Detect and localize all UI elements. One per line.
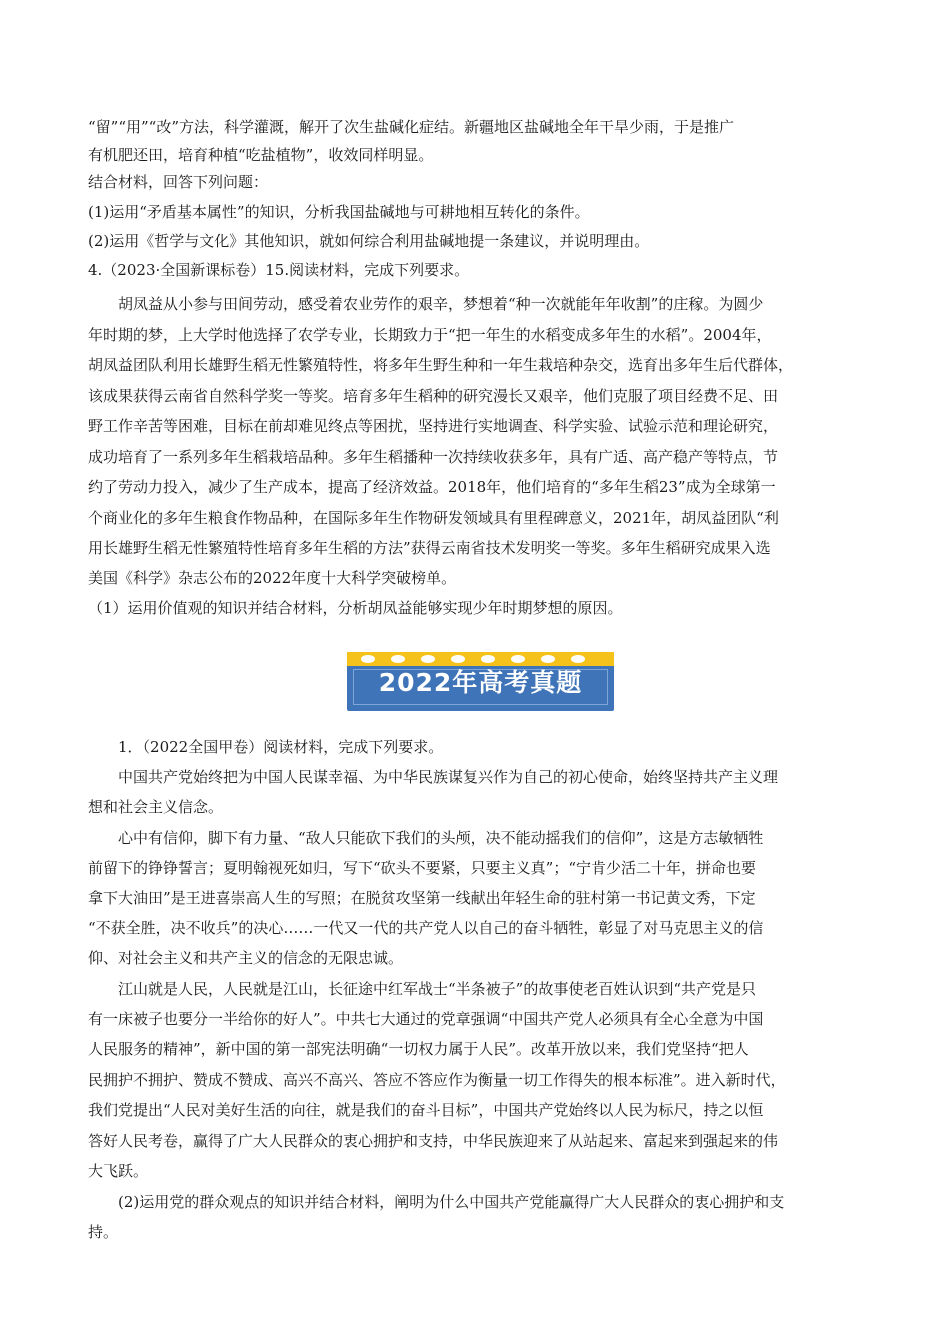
text-line: 中国共产党始终把为中国人民谋幸福、为中华民族谋复兴作为自己的初心使命，始终坚持共产主义理 (118, 768, 779, 786)
text-line: 仰、对社会主义和共产主义的信念的无限忠诚。 (88, 949, 404, 967)
text-line: 该成果获得云南省自然科学奖一等奖。培育多年生稻种的研究漫长又艰辛，他们克服了项目经费不足、田 (88, 387, 779, 405)
question-line: (2)运用党的群众观点的知识并结合材料，阐明为什么中国共产党能赢得广大人民群众的衷心拥护和支 (118, 1193, 785, 1211)
text-line: 美国《科学》杂志公布的2022年度十大科学突破榜单。 (88, 569, 457, 587)
text-line: 答好人民考卷，赢得了广大人民群众的衷心拥护和支持，中华民族迎来了从站起来、富起来到强起来的伟 (88, 1132, 779, 1150)
text-line: 想和社会主义信念。 (88, 798, 224, 816)
text-line: 我们党提出“人民对美好生活的向往，就是我们的奋斗目标”，中国共产党始终以人民为标尺，持之以恒 (88, 1101, 764, 1119)
text-line: 野工作辛苦等困难，目标在前却难见终点等困扰，坚持进行实地调查、科学实验、试验示范和理论研究， (88, 417, 779, 435)
text-line: “不获全胜，决不收兵”的决心……一代又一代的共产党人以自己的奋斗牺牲，彰显了对马克思主义的信 (88, 919, 764, 937)
text-line: 个商业化的多年生粮食作物品种，在国际多年生作物研发领域具有里程碑意义，2021年，胡凤益团队“利 (88, 509, 779, 527)
text-line: 胡凤益从小参与田间劳动，感受着农业劳作的艰辛，梦想着“种一次就能年年收割”的庄稼。为圆少 (118, 295, 764, 313)
section-banner (347, 652, 614, 711)
text-line: 前留下的铮铮誓言；夏明翰视死如归，写下“砍头不要紧，只要主义真”；“宁肯少活二十年，拼命也要 (88, 859, 757, 877)
banner-title: 2022年高考真题 (378, 668, 583, 697)
question-line: （1）运用价值观的知识并结合材料，分析胡凤益能够实现少年时期梦想的原因。 (88, 599, 623, 617)
question-line: (1)运用“矛盾基本属性”的知识，分析我国盐碱地与可耕地相互转化的条件。 (88, 203, 590, 221)
question-heading: 4.（2023·全国新课标卷）15.阅读材料，完成下列要求。 (88, 261, 470, 279)
text-line: 民拥护不拥护、赞成不赞成、高兴不高兴、答应不答应作为衡量一切工作得失的根本标准”。进入新时代， (88, 1071, 786, 1089)
text-line: 大飞跃。 (88, 1162, 149, 1180)
text-line: 心中有信仰，脚下有力量、“敌人只能砍下我们的头颅，决不能动摇我们的信仰”，这是方志敏牺牲 (118, 829, 764, 847)
text-line: 拿下大油田”是王进喜崇高人生的写照；在脱贫攻坚第一线献出年轻生命的驻村第一书记黄文秀，下定 (88, 889, 756, 907)
text-line: 有机肥还田，培育种植“吃盐植物”，收效同样明显。 (88, 146, 434, 164)
text-line: 成功培育了一系列多年生稻栽培品种。多年生稻播种一次持续收获多年，具有广适、高产稳产等特点，节 (88, 448, 779, 466)
text-line: 胡凤益团队利用长雄野生稻无性繁殖特性，将多年生野生种和一年生栽培种杂交，选育出多年生后代群体， (88, 356, 794, 374)
text-line: 结合材料，回答下列问题： (88, 173, 269, 191)
text-line: 有一床被子也要分一半给你的好人”。中共七大通过的党章强调“中国共产党人必须具有全心全意为中国 (88, 1010, 764, 1028)
question-line: (2)运用《哲学与文化》其他知识，就如何综合利用盐碱地提一条建议，并说明理由。 (88, 232, 650, 250)
question-line: 持。 (88, 1223, 119, 1241)
text-line: “留”“用”“改”方法，科学灌溉，解开了次生盐碱化症结。新疆地区盐碱地全年干旱少雨，于是推广 (88, 118, 735, 136)
text-line: 江山就是人民，人民就是江山，长征途中红军战士“半条被子”的故事使老百姓认识到“共产党是只 (118, 980, 757, 998)
text-line: 人民服务的精神”，新中国的第一部宪法明确“一切权力属于人民”。改革开放以来，我们党坚持“把人 (88, 1040, 749, 1058)
text-line: 年时期的梦，上大学时他选择了农学专业，长期致力于“把一年生的水稻变成多年生的水稻”。2004年， (88, 326, 772, 344)
text-line: 约了劳动力投入，减少了生产成本，提高了经济效益。2018年，他们培育的“多年生稻23”成为全球第一 (88, 478, 776, 496)
question-heading: 1．（2022全国甲卷）阅读材料，完成下列要求。 (118, 738, 444, 756)
text-line: 用长雄野生稻无性繁殖特性培育多年生稻的方法”获得云南省技术发明奖一等奖。多年生稻研究成果入选 (88, 539, 771, 557)
